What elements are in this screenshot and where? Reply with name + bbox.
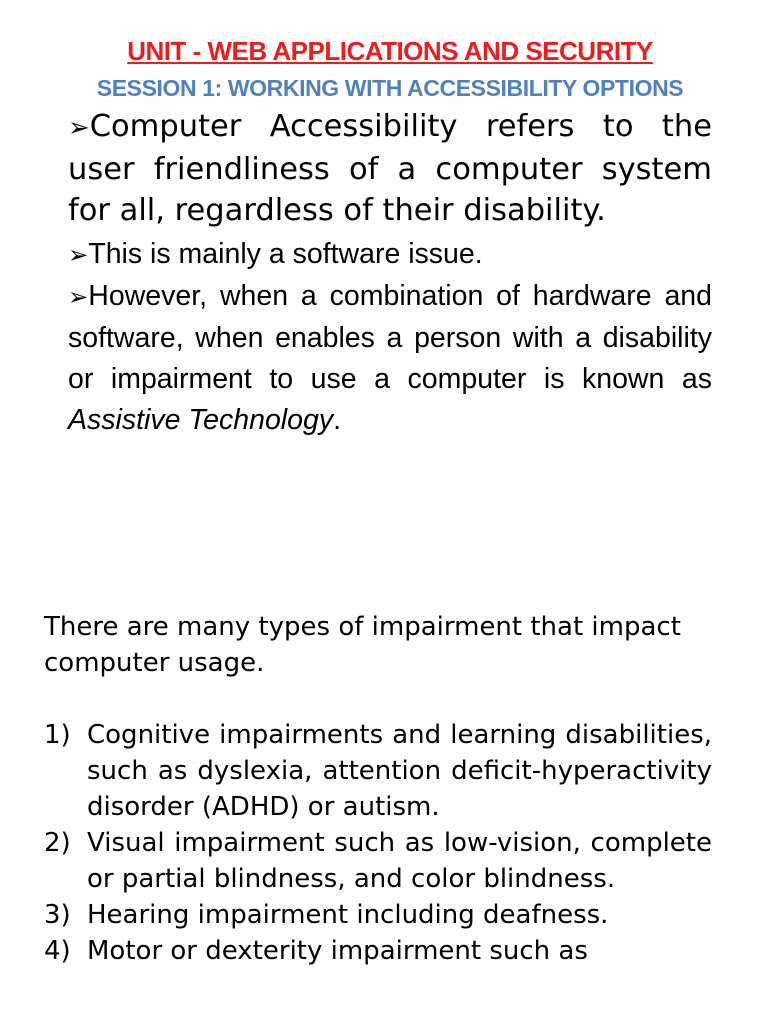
impairment-section	[44, 609, 712, 969]
list-text: Cognitive impairments and learning disabilities, such as dyslexia, attention deficit-hyperactivity disorder (ADHD) or autism.	[87, 720, 712, 822]
bullet-text: Computer Accessibility refers to the user friendliness of a computer system for all, regardless of their disability.	[68, 109, 712, 228]
unit-title: UNIT - WEB APPLICATIONS AND SECURITY	[127, 36, 653, 66]
bullet-assistive-technology	[68, 276, 712, 441]
bullet-text: However, when a combination of hardware and software, when enables a person with a disability or impairment to use a computer is known as	[68, 280, 712, 395]
impairment-intro: There are many types of impairment that impact computer usage.	[44, 612, 681, 678]
arrow-bullet-icon: ➢	[68, 113, 90, 143]
list-item	[44, 825, 712, 897]
list-number: 3)	[44, 900, 71, 930]
arrow-bullet-icon: ➢	[68, 241, 89, 269]
bullet-text-end: .	[333, 404, 342, 436]
list-item	[44, 717, 712, 825]
list-text: Hearing impairment including deafness.	[87, 900, 609, 930]
list-item	[44, 897, 712, 933]
arrow-bullet-icon: ➢	[68, 283, 89, 311]
list-number: 1)	[44, 720, 71, 750]
list-number: 4)	[44, 936, 71, 966]
session-subtitle: SESSION 1: WORKING WITH ACCESSIBILITY OPTIONS	[96, 75, 684, 101]
list-item	[44, 933, 712, 969]
bullet-software-issue	[68, 234, 712, 276]
impairment-list	[44, 717, 712, 969]
bullet-text: This is mainly a software issue.	[88, 238, 483, 270]
accessibility-bullets	[68, 106, 712, 441]
list-number: 2)	[44, 828, 71, 858]
list-text: Visual impairment such as low-vision, complete or partial blindness, and color blindness.	[87, 828, 712, 894]
list-text: Motor or dexterity impairment such as	[87, 936, 588, 966]
bullet-accessibility-definition	[68, 106, 712, 231]
assistive-technology-term: Assistive Technology	[68, 404, 334, 436]
